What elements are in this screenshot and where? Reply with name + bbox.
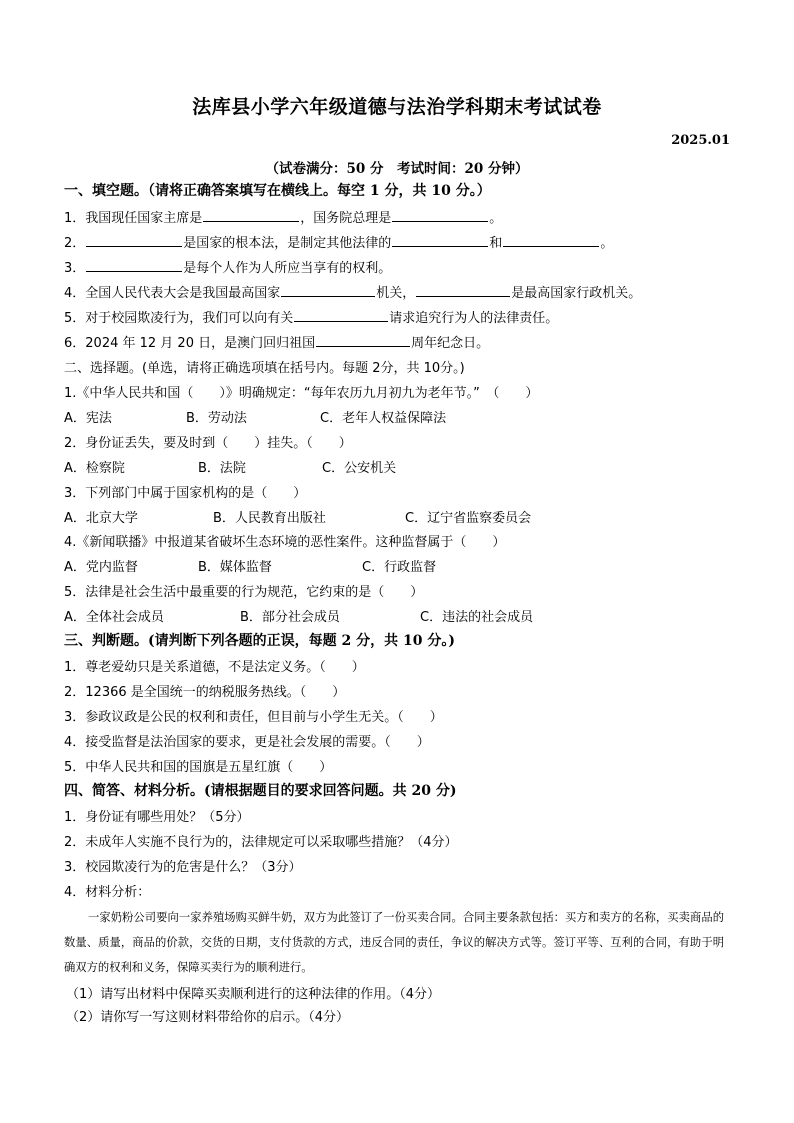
choice-option-a[interactable]: A．北京大学: [64, 511, 138, 526]
choice-option-a[interactable]: A．宪法: [64, 411, 112, 426]
question-text: 3．: [64, 261, 86, 276]
choice-option-a[interactable]: A．全体社会成员: [64, 610, 164, 625]
material-passage: 一家奶粉公司要向一家养殖场购买鲜牛奶，双方为此签订了一份买卖合同。合同主要条款包括：买方和卖方的名称，买卖商品的数量、质量，商品的价款，交货的日期，支付货款的方式，违反合同的责任，争议的解决方式等。签订平等、互利的合同，有助于明确双方的权利和义务，保障买卖行为的顺利进行。: [64, 911, 724, 974]
short-answer-question: 3．校园欺凌行为的危害是什么？（3分）: [64, 860, 302, 875]
question-text: 6．2024 年 12 月 20 日，是澳门回归祖国: [64, 336, 316, 351]
question-text: 和: [489, 236, 503, 251]
exam-info: （试卷满分：50 分 考试时间：20 分钟）: [265, 161, 529, 177]
section4-heading: 四、简答、材料分析。(请根据题目的要求回答问题。共 20 分): [64, 783, 457, 799]
answer-blank[interactable]: [416, 283, 510, 297]
choice-option-c[interactable]: C．公安机关: [322, 461, 397, 476]
answer-blank[interactable]: [203, 208, 299, 222]
choice-option-b[interactable]: B．人民教育出版社: [213, 511, 326, 526]
choice-option-a[interactable]: A．检察院: [64, 461, 125, 476]
judge-question: 1．尊老爱幼只是关系道德，不是法定义务。（ ）: [64, 660, 365, 675]
judge-question: 4．接受监督是法治国家的要求，更是社会发展的需要。（ ）: [64, 735, 430, 750]
exam-title: 法库县小学六年级道德与法治学科期末考试试卷: [192, 96, 602, 118]
question-text: 4．全国人民代表大会是我国最高国家: [64, 286, 281, 301]
material-sub-question-2: （2）请你写一写这则材料带给你的启示。（4分）: [66, 1010, 350, 1025]
section2-heading: 二、选择题。(单选，请将正确选项填在括号内。每题 2分，共 10分。): [64, 361, 465, 376]
fill-question-2: [64, 232, 613, 251]
question-text: 请求追究行为人的法律责任。: [389, 311, 559, 326]
fill-question-5: [64, 307, 558, 326]
fill-question-3: [64, 257, 391, 276]
fill-question-4: [64, 282, 641, 301]
judge-question: 5．中华人民共和国的国旗是五星红旗（ ）: [64, 760, 333, 775]
answer-blank[interactable]: [503, 233, 599, 247]
fill-question-1: [64, 207, 502, 226]
answer-blank[interactable]: [86, 258, 182, 272]
answer-blank[interactable]: [392, 208, 488, 222]
question-text: 是每个人作为人所应当享有的权利。: [183, 261, 392, 276]
choice-option-b[interactable]: B．法院: [198, 461, 246, 476]
section3-heading: 三、判断题。(请判断下列各题的正误，每题 2 分，共 10 分。): [64, 633, 455, 649]
exam-date: 2025.01: [671, 133, 730, 148]
material-sub-question-1: （1）请写出材料中保障买卖顺利进行的这种法律的作用。（4分）: [66, 987, 441, 1002]
choice-question-5: 5．法律是社会生活中最重要的行为规范，它约束的是（ ）: [64, 585, 424, 600]
question-text: 是最高国家行政机关。: [511, 286, 642, 301]
choice-option-c[interactable]: C．老年人权益保障法: [320, 411, 447, 426]
choice-option-c[interactable]: C．辽宁省监察委员会: [405, 511, 532, 526]
question-text: 。: [489, 211, 503, 226]
question-text: 1．我国现任国家主席是: [64, 211, 203, 226]
answer-blank[interactable]: [86, 233, 182, 247]
question-text: 2．: [64, 236, 86, 251]
question-text: ，国务院总理是: [300, 211, 392, 226]
choice-option-b[interactable]: B．媒体监督: [198, 560, 272, 575]
choice-option-a[interactable]: A．党内监督: [64, 560, 138, 575]
judge-question: 2．12366 是全国统一的纳税服务热线。（ ）: [64, 685, 346, 700]
section1-heading: 一、填空题。（请将正确答案填写在横线上。每空 1 分，共 10 分。）: [64, 183, 491, 199]
choice-question-3: 3．下列部门中属于国家机构的是（ ）: [64, 486, 307, 501]
choice-option-c[interactable]: C．行政监督: [362, 560, 437, 575]
answer-blank[interactable]: [281, 283, 375, 297]
choice-question-4: 4.《新闻联播》中报道某省破坏生态环境的恶性案件。这种监督属于（ ）: [64, 535, 506, 550]
question-text: 。: [600, 236, 614, 251]
choice-option-c[interactable]: C．违法的社会成员: [420, 610, 534, 625]
answer-blank[interactable]: [294, 308, 388, 322]
question-text: 是国家的根本法，是制定其他法律的: [183, 236, 392, 251]
question-text: 5．对于校园欺凌行为，我们可以向有关: [64, 311, 294, 326]
short-answer-question: 1．身份证有哪些用处？（5分）: [64, 810, 250, 825]
material-analysis-label: 4．材料分析：: [64, 885, 151, 900]
answer-blank[interactable]: [392, 233, 488, 247]
choice-option-b[interactable]: B．部分社会成员: [240, 610, 340, 625]
choice-question-1: 1.《中华人民共和国（ ）》明确规定：“每年农历九月初九为老年节。” （ ）: [64, 386, 539, 401]
answer-blank[interactable]: [316, 333, 410, 347]
judge-question: 3．参政议政是公民的权利和责任，但目前与小学生无关。（ ）: [64, 710, 443, 725]
question-text: 周年纪念日。: [411, 336, 490, 351]
question-text: 机关，: [376, 286, 416, 301]
choice-question-2: 2．身份证丢失，要及时到（ ）挂失。（ ）: [64, 436, 352, 451]
short-answer-question: 2．未成年人实施不良行为的，法律规定可以采取哪些措施？（4分）: [64, 835, 458, 850]
fill-question-6: [64, 332, 489, 351]
choice-option-b[interactable]: B．劳动法: [186, 411, 247, 426]
